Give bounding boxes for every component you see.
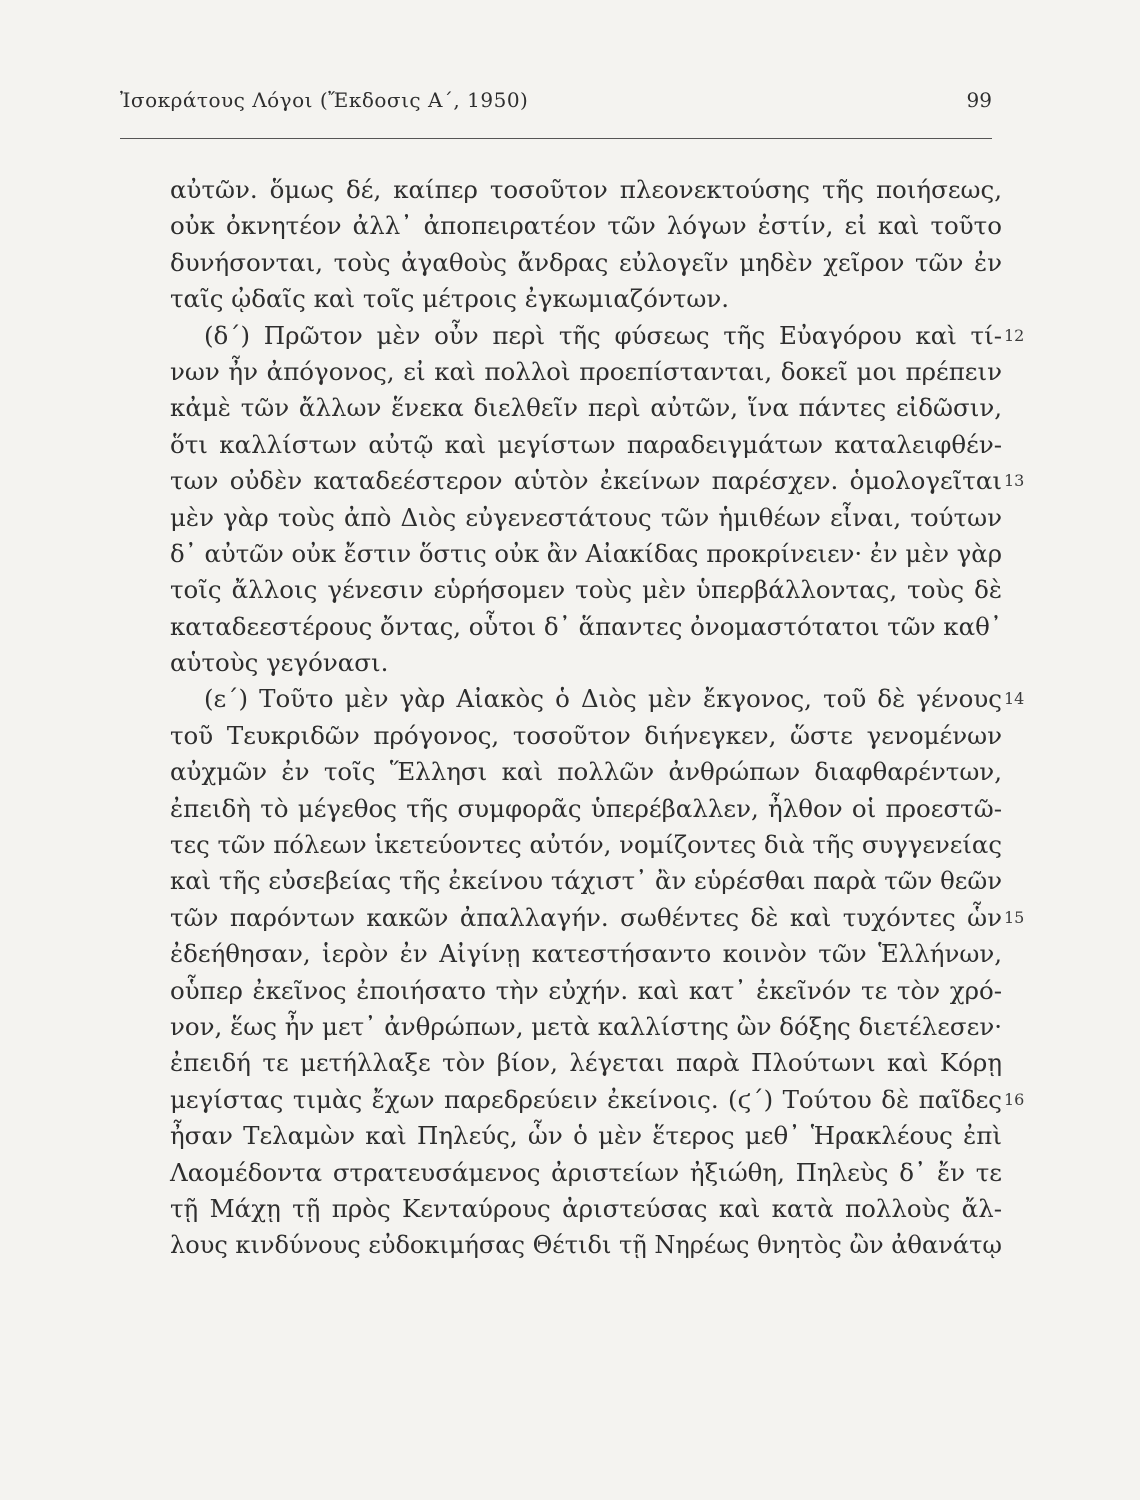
section-margin-number: 14 xyxy=(1004,689,1025,709)
page-number: 99 xyxy=(966,88,992,112)
line-text: καταδεεστέρους ὄντας, οὗτοι δ᾽ ἅπαντες ὀνομαστότατοι τῶν καθ᾽ xyxy=(170,611,1002,641)
header-rule xyxy=(120,138,992,139)
line-text: νων ἦν ἀπόγονος, εἰ καὶ πολλοὶ προεπίστανται, δοκεῖ μοι πρέπειν xyxy=(170,356,1002,386)
line-text: αὐτῶν. ὅμως δέ, καίπερ τοσοῦτον πλεονεκτούσης τῆς ποιήσεως, xyxy=(170,175,1002,204)
line-text: ὅτι καλλίστων αὐτῷ καὶ μεγίστων παραδειγμάτων καταλειφθέν- xyxy=(170,429,1002,459)
line-text: ἦσαν Τελαμὼν καὶ Πηλεύς, ὧν ὁ μὲν ἕτερος μεθ᾽ Ἡρακλέους ἐπὶ xyxy=(170,1121,1002,1151)
line-text: των οὐδὲν καταδεέστερον αὑτὸν ἐκείνων παρέσχεν. ὁμολογεῖται xyxy=(170,466,1002,496)
line-text: δυνήσονται, τοὺς ἀγαθοὺς ἄνδρας εὐλογεῖν μηδὲν χεῖρον τῶν ἐν xyxy=(170,247,1002,277)
line-text: κἀμὲ τῶν ἄλλων ἕνεκα διελθεῖν περὶ αὐτῶν, ἵνα πάντες εἰδῶσιν, xyxy=(170,393,1002,423)
text-line xyxy=(170,718,1002,754)
text-line xyxy=(170,208,1002,244)
text-line xyxy=(170,754,1002,790)
line-text: τοῖς ἄλλοις γένεσιν εὑρήσομεν τοὺς μὲν ὑπερβάλλοντας, τοὺς δὲ xyxy=(170,575,1002,605)
line-text: δ᾽ αὐτῶν οὐκ ἔστιν ὅστις οὐκ ἂν Αἰακίδας προκρίνειεν· ἐν μὲν γὰρ xyxy=(170,538,1002,568)
text-body xyxy=(170,172,1025,1264)
section-margin-number: 12 xyxy=(1004,325,1025,345)
running-header-title: Ἰσοκράτους Λόγοι (Ἔκδοσις Α΄, 1950) xyxy=(120,88,529,112)
line-text: (ε΄) Τοῦτο μὲν γὰρ Αἰακὸς ὁ Διὸς μὲν ἔκγονος, τοῦ δὲ γένους xyxy=(204,684,1002,714)
page-header xyxy=(120,84,992,114)
text-line xyxy=(170,791,1002,827)
section-margin-number: 13 xyxy=(1004,471,1025,491)
line-text: λους κινδύνους εὐδοκιμήσας Θέτιδι τῇ Νηρέως θνητὸς ὢν ἀθανάτῳ xyxy=(170,1230,1002,1260)
text-line xyxy=(170,973,1002,1009)
line-text: μεγίστας τιμὰς ἔχων παρεδρεύειν ἐκείνοις. (ϛ΄) Τούτου δὲ παῖδες xyxy=(170,1084,1002,1114)
line-text: τῶν παρόντων κακῶν ἀπαλλαγήν. σωθέντες δὲ καὶ τυχόντες ὧν xyxy=(170,902,1002,932)
text-line xyxy=(170,463,1025,499)
text-line xyxy=(170,318,1025,354)
line-text: Λαομέδοντα στρατευσάμενος ἀριστείων ἠξιώθη, Πηλεὺς δ᾽ ἔν τε xyxy=(170,1157,1002,1187)
text-line xyxy=(170,1118,1002,1154)
line-text: ἐδεήθησαν, ἱερὸν ἐν Αἰγίνῃ κατεστήσαντο κοινὸν τῶν Ἑλλήνων, xyxy=(170,939,1002,969)
text-line xyxy=(170,172,1002,208)
section-margin-number: 15 xyxy=(1004,907,1025,927)
text-line xyxy=(170,281,1002,317)
text-line xyxy=(170,1191,1002,1227)
text-line xyxy=(170,827,1002,863)
text-line xyxy=(170,1082,1025,1118)
text-line xyxy=(170,900,1025,936)
text-line xyxy=(170,863,1002,899)
line-text: τοῦ Τευκριδῶν πρόγονος, τοσοῦτον διήνεγκεν, ὥστε γενομένων xyxy=(170,720,1002,750)
line-text: ἐπειδὴ τὸ μέγεθος τῆς συμφορᾶς ὑπερέβαλλεν, ἦλθον οἱ προεστῶ- xyxy=(170,793,1002,823)
line-text: οὐκ ὀκνητέον ἀλλ᾽ ἀποπειρατέον τῶν λόγων ἐστίν, εἰ καὶ τοῦτο xyxy=(170,211,1002,241)
text-line xyxy=(170,572,1002,608)
text-line xyxy=(170,1155,1002,1191)
line-text: ἐπειδή τε μετήλλαξε τὸν βίον, λέγεται παρὰ Πλούτωνι καὶ Κόρῃ xyxy=(170,1048,1002,1078)
text-line xyxy=(170,427,1002,463)
line-text: καὶ τῆς εὐσεβείας τῆς ἐκείνου τάχιστ᾽ ἂν εὑρέσθαι παρὰ τῶν θεῶν xyxy=(170,866,1002,896)
text-line xyxy=(170,245,1002,281)
line-text: νον, ἕως ἦν μετ᾽ ἀνθρώπων, μετὰ καλλίστης ὢν δόξης διετέλεσεν· xyxy=(170,1011,1002,1041)
section-margin-number: 16 xyxy=(1004,1089,1025,1109)
line-text: τες τῶν πόλεων ἱκετεύοντες αὐτόν, νομίζοντες διὰ τῆς συγγενείας xyxy=(170,830,1002,860)
line-text: τῇ Μάχῃ τῇ πρὸς Κενταύρους ἀριστεύσας καὶ κατὰ πολλοὺς ἄλ- xyxy=(170,1193,1002,1223)
line-text: μὲν γὰρ τοὺς ἀπὸ Διὸς εὐγενεστάτους τῶν ἡμιθέων εἶναι, τούτων xyxy=(170,502,1002,532)
line-text: αὐχμῶν ἐν τοῖς Ἕλλησι καὶ πολλῶν ἀνθρώπων διαφθαρέντων, xyxy=(170,757,1002,787)
line-text: (δ΄) Πρῶτον μὲν οὖν περὶ τῆς φύσεως τῆς Εὐαγόρου καὶ τί- xyxy=(204,320,1002,350)
text-line xyxy=(170,681,1025,717)
text-line xyxy=(170,354,1002,390)
text-line xyxy=(170,536,1002,572)
text-line xyxy=(170,500,1002,536)
line-text: ταῖς ᾠδαῖς καὶ τοῖς μέτροις ἐγκωμιαζόντων. xyxy=(170,284,730,314)
text-line xyxy=(170,609,1002,645)
text-line xyxy=(170,936,1002,972)
text-line xyxy=(170,1009,1002,1045)
line-text: αὑτοὺς γεγόνασι. xyxy=(170,648,389,678)
text-line xyxy=(170,1045,1002,1081)
text-line xyxy=(170,1227,1002,1263)
text-line xyxy=(170,390,1002,426)
line-text: οὗπερ ἐκεῖνος ἐποιήσατο τὴν εὐχήν. καὶ κατ᾽ ἐκεῖνόν τε τὸν χρό- xyxy=(170,975,1002,1005)
text-line xyxy=(170,645,1002,681)
